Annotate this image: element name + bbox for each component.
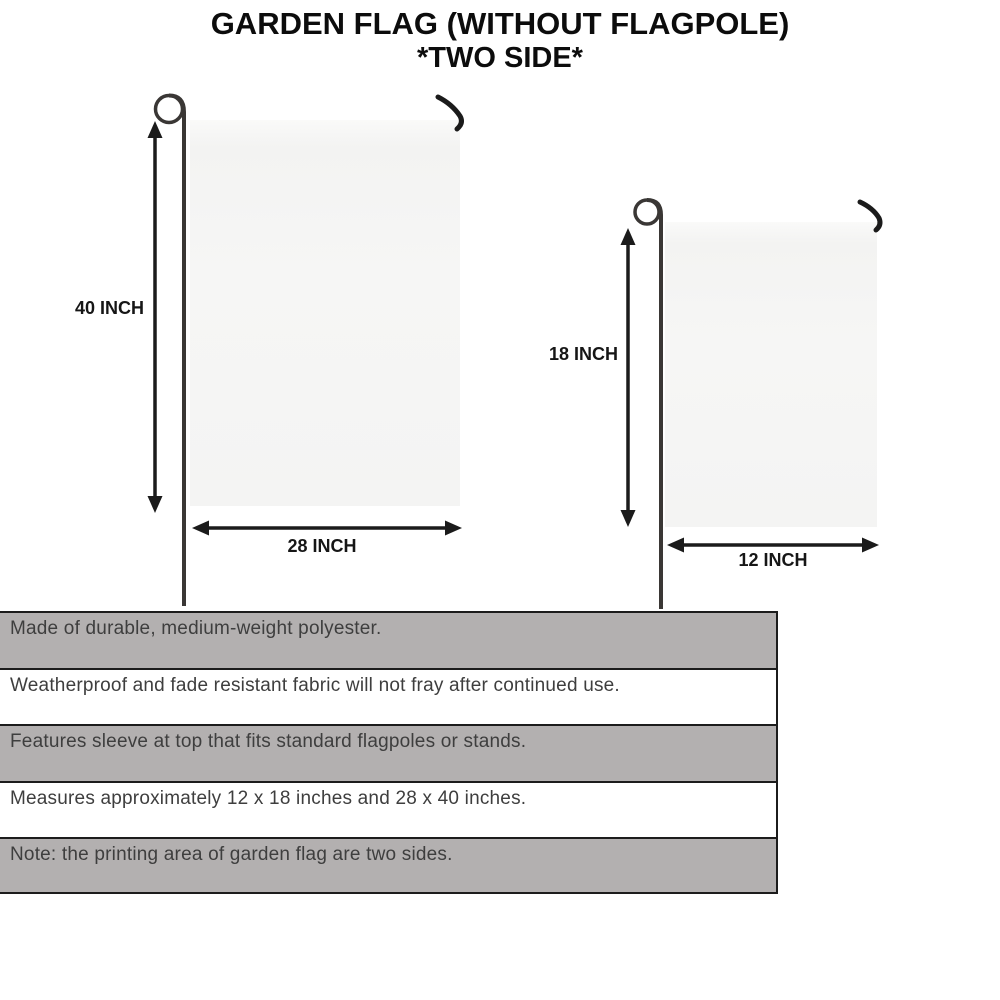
flagpole-right-icon	[635, 200, 661, 609]
hook-left-icon	[438, 97, 461, 129]
feature-row: Made of durable, medium-weight polyester.	[0, 611, 776, 668]
large-flag-width-label: 28 INCH	[287, 536, 357, 556]
feature-list	[0, 611, 778, 894]
height-arrow-small-icon	[621, 228, 636, 527]
feature-row: Features sleeve at top that fits standard flagpoles or stands.	[0, 724, 776, 781]
flagpole-left-icon	[156, 96, 185, 607]
feature-row: Measures approximately 12 x 18 inches and 28 x 40 inches.	[0, 781, 776, 838]
width-arrow-large-icon	[192, 521, 462, 536]
hook-right-icon	[860, 202, 880, 230]
title-line-2: *TWO SIDE*	[417, 41, 583, 74]
small-flag-height-label: 18 INCH	[548, 344, 618, 364]
feature-row: Weatherproof and fade resistant fabric will not fray after continued use.	[0, 668, 776, 725]
small-flag-width-label: 12 INCH	[738, 550, 808, 570]
title-line-1: GARDEN FLAG (WITHOUT FLAGPOLE)	[210, 6, 790, 41]
height-arrow-large-icon	[148, 121, 163, 513]
large-flag-height-label: 40 INCH	[74, 298, 144, 318]
feature-row: Note: the printing area of garden flag are two sides.	[0, 837, 776, 894]
